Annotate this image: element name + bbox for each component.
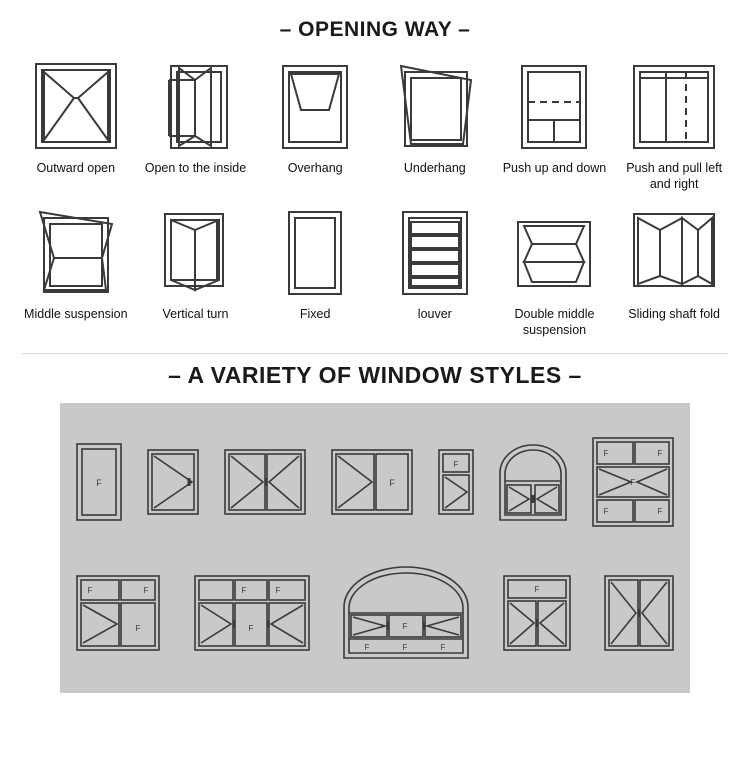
opening-way-item-vertical-turn[interactable] — [138, 202, 254, 338]
double-middle-suspension-window-icon — [504, 202, 604, 302]
fixed-marker: F — [630, 477, 636, 487]
opening-way-item-push-up-and-down[interactable] — [497, 56, 613, 192]
opening-way-item-push-and-pull-left-and-right[interactable] — [616, 56, 732, 192]
fixed-marker: F — [241, 585, 246, 595]
single-fixed-window[interactable] — [74, 441, 124, 523]
arched-bay-window[interactable] — [341, 565, 471, 661]
opening-way-row-2 — [0, 202, 750, 338]
window-styles-panel — [60, 403, 690, 693]
fixed-marker: F — [402, 621, 408, 631]
opening-way-label: Underhang — [403, 161, 466, 175]
page-title-window-styles: – A VARIETY OF WINDOW STYLES – — [168, 361, 582, 388]
fixed-marker: F — [87, 585, 93, 595]
opening-way-item-louver[interactable] — [377, 202, 493, 338]
opening-way-label: Push up and down — [502, 161, 607, 175]
fixed-marker: F — [364, 642, 370, 652]
fixed-marker: F — [603, 506, 609, 516]
push-up-down-window-icon — [504, 56, 604, 156]
double-casement-plain-window[interactable] — [602, 573, 676, 653]
opening-way-label: Push and pull left and right — [626, 161, 723, 191]
transom-double-casement-window[interactable] — [501, 573, 573, 653]
page-root — [0, 18, 750, 768]
fixed-marker: F — [96, 477, 102, 488]
fixed-marker: F — [248, 623, 253, 633]
fixed-marker: F — [657, 506, 663, 516]
opening-way-item-sliding-shaft-fold[interactable] — [616, 202, 732, 338]
vertical-turn-window-icon — [145, 202, 245, 302]
opening-way-item-outward-open[interactable] — [18, 56, 134, 192]
opening-way-label: Sliding shaft fold — [628, 307, 721, 322]
outward-open-window-icon — [26, 56, 126, 156]
opening-way-label: Middle suspension — [24, 307, 128, 322]
opening-way-item-underhang[interactable] — [377, 56, 493, 192]
opening-way-row-1 — [0, 56, 750, 192]
fixed-window-icon — [265, 202, 365, 302]
underhang-window-icon — [385, 56, 485, 156]
push-pull-left-right-window-icon — [624, 56, 724, 156]
casement-with-fixed-window[interactable] — [329, 447, 415, 517]
sliding-shaft-fold-window-icon — [624, 202, 724, 302]
opening-way-item-overhang[interactable] — [257, 56, 373, 192]
window-styles-row-1 — [70, 435, 680, 529]
opening-way-label: Outward open — [36, 161, 116, 175]
fixed-marker: F — [143, 585, 149, 595]
middle-suspension-window-icon — [26, 202, 126, 302]
window-styles-row-2 — [70, 565, 680, 661]
opening-way-label: Open to the inside — [144, 161, 247, 175]
double-casement-window[interactable] — [222, 447, 308, 517]
opening-way-label: louver — [417, 307, 452, 322]
fixed-marker: F — [657, 448, 663, 458]
fixed-marker: F — [402, 642, 408, 652]
arched-double-casement-window[interactable] — [497, 441, 569, 523]
overhang-window-icon — [265, 56, 365, 156]
fixed-marker: F — [534, 584, 539, 594]
fixed-marker: F — [603, 448, 609, 458]
opening-way-item-fixed[interactable] — [257, 202, 373, 338]
small-fixed-over-casement-window[interactable] — [436, 447, 476, 517]
fixed-marker: F — [453, 459, 459, 469]
single-casement-window[interactable] — [145, 447, 201, 517]
three-panel-transom-casement-window[interactable] — [192, 573, 312, 653]
opening-way-label: Overhang — [287, 161, 343, 175]
opening-way-item-middle-suspension[interactable] — [18, 202, 134, 338]
opening-way-label: Double middle suspension — [514, 307, 595, 337]
opening-way-label: Vertical turn — [162, 307, 229, 322]
fixed-marker: F — [275, 585, 280, 595]
two-over-two-casement-window[interactable] — [74, 573, 162, 653]
open-to-inside-window-icon — [145, 56, 245, 156]
section-divider — [22, 353, 728, 354]
grid-fixed-casement-window[interactable] — [590, 435, 676, 529]
opening-way-label: Fixed — [299, 307, 331, 322]
fixed-marker: F — [440, 642, 446, 652]
fixed-marker: F — [389, 477, 395, 488]
opening-way-item-double-middle-suspension[interactable] — [497, 202, 613, 338]
page-title-opening-way: – OPENING WAY – — [279, 18, 471, 41]
fixed-marker: F — [135, 623, 141, 633]
opening-way-item-open-to-the-inside[interactable] — [138, 56, 254, 192]
louver-window-icon — [385, 202, 485, 302]
